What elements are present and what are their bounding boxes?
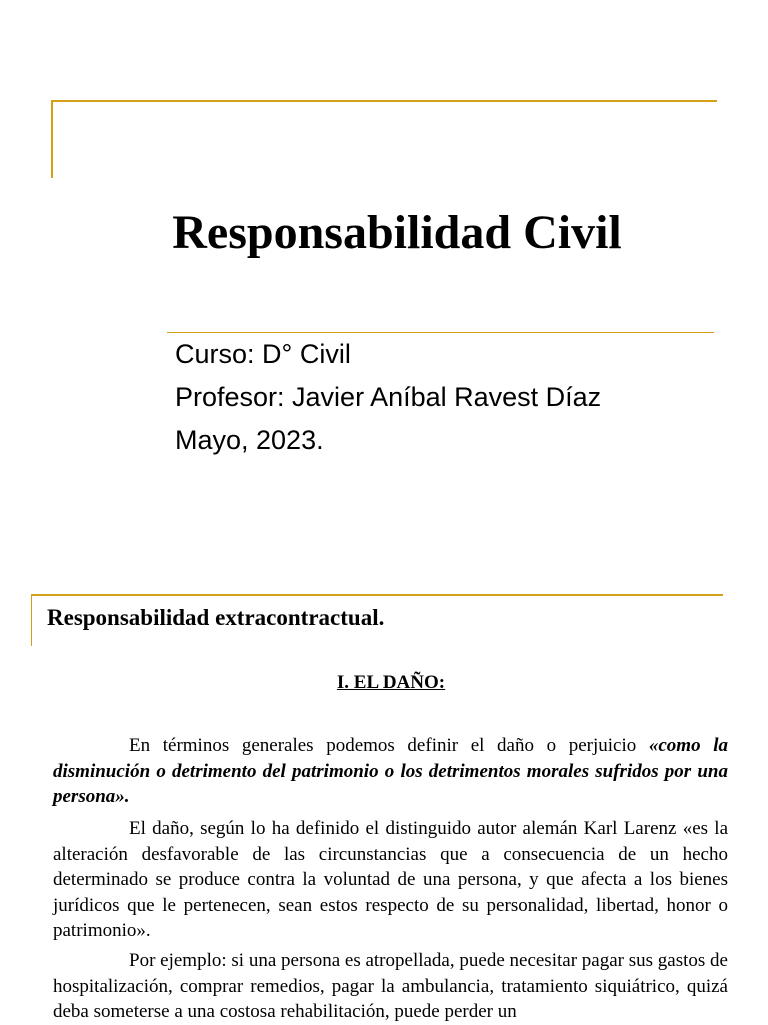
slide-top-rule [51,100,717,102]
paragraph-1-text: En términos generales podemos definir el daño o perjuicio [129,735,649,756]
paragraph-1 [53,733,728,810]
paragraph-2-text: El daño, según lo ha definido el distinguido autor alemán Karl Larenz «es la alteración desfavorable de las circunstancias que a consecuencia de un hecho determinado se produce contra la voluntad de una persona, y que afecta a los bienes jurídicos que le pertenecen, sean estos respecto de su personalidad, libertad, honor o patrimonio». [53,818,728,941]
paragraph-3-text: Por ejemplo: si una persona es atropellada, puede necesitar pagar sus gastos de hospitalización, comprar remedios, pagar la ambulancia, tratamiento siquiátrico, quizá deba someterse a una costosa rehabilitación, puede perder un [53,950,728,1022]
paragraph-3 [53,948,728,1025]
chapter-heading: I. EL DAÑO: [336,672,446,693]
course-label: Curso: D° Civil [175,339,351,369]
section-top-rule [31,594,723,596]
paragraph-1-emphasis: «como la disminución o detrimento del patrimonio o los detrimentos morales sufridos por una persona». [53,735,728,807]
section-left-rule [31,594,32,646]
date-label: Mayo, 2023. [175,425,324,455]
slide-title: Responsabilidad Civil [172,206,622,259]
subtitle-rule [167,332,714,333]
paragraph-2 [53,816,728,944]
professor-label: Profesor: Javier Aníbal Ravest Díaz [175,382,602,412]
section-title: Responsabilidad extracontractual. [47,605,385,630]
slide-left-rule [51,100,53,178]
